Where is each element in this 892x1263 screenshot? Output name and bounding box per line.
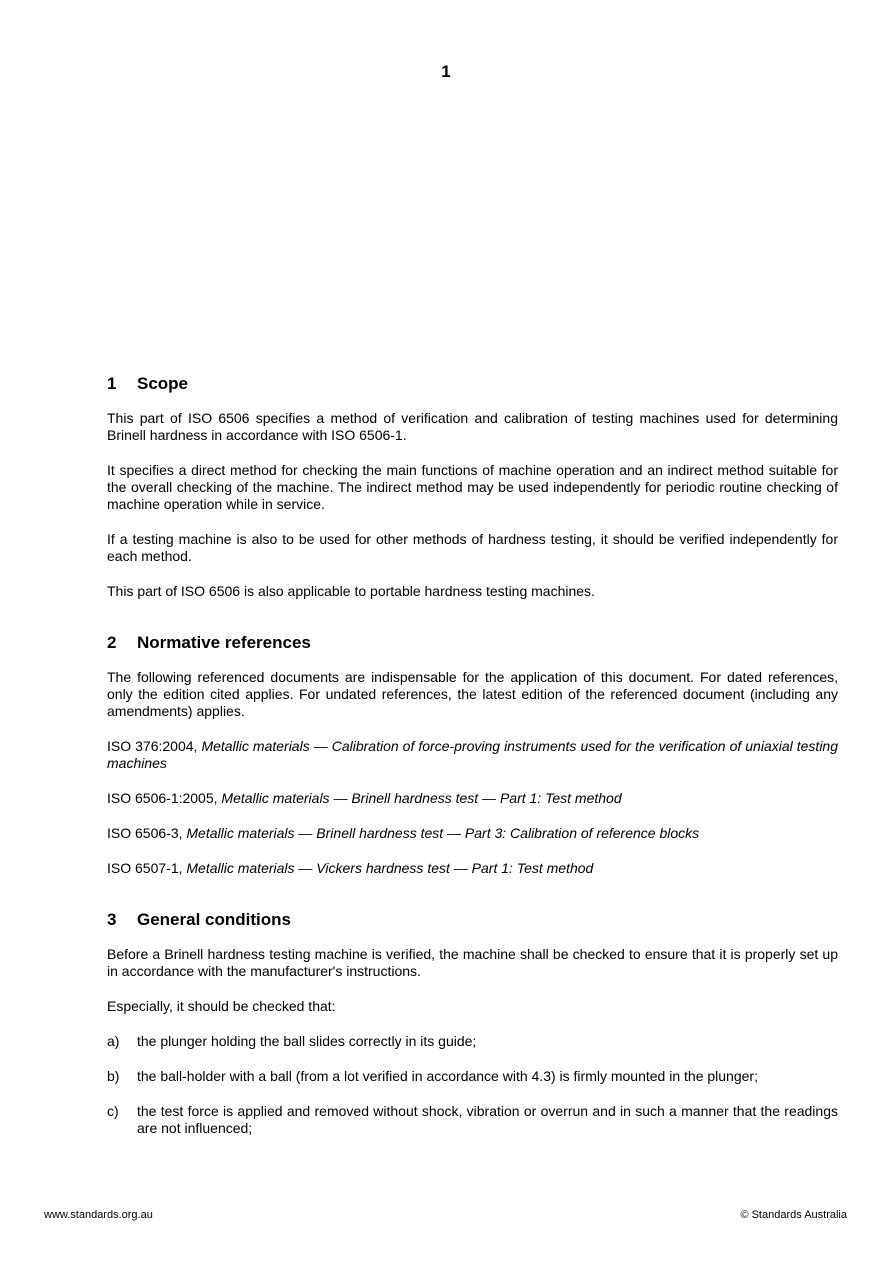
list-item — [107, 1033, 838, 1050]
list-marker: a) — [107, 1033, 120, 1049]
section-title: General conditions — [137, 910, 291, 929]
paragraph: Before a Brinell hardness testing machine is verified, the machine shall be checked to ensure that it is properly set up in accordance with the manufacturer's instructions. — [107, 946, 838, 979]
footer-copyright: © Standards Australia — [740, 1209, 847, 1221]
reference-item — [107, 738, 838, 772]
reference-code: ISO 6506-1:2005, — [107, 790, 222, 806]
list-text: the ball-holder with a ball (from a lot verified in accordance with 4.3) is firmly mounted in the plunger; — [137, 1068, 758, 1084]
reference-item — [107, 860, 838, 877]
paragraph: The following referenced documents are indispensable for the application of this document. For dated references, only the edition cited applies. For undated references, the latest edition of the referenced document (including any amendments) applies. — [107, 669, 838, 719]
reference-title: Metallic materials — Brinell hardness test — Part 3: Calibration of reference blocks — [186, 825, 700, 841]
reference-code: ISO 376:2004, — [107, 738, 202, 754]
section-heading — [107, 374, 838, 394]
reference-code: ISO 6507-1, — [107, 860, 187, 876]
reference-title: Metallic materials — Calibration of force-proving instruments used for the verification of uniaxial testing machines — [107, 738, 838, 771]
section-title: Normative references — [137, 633, 311, 652]
reference-title: Metallic materials — Vickers hardness test — Part 1: Test method — [186, 860, 594, 876]
document-body — [107, 374, 838, 1155]
section-number: 2 — [107, 633, 117, 652]
section-general-conditions — [107, 910, 838, 1137]
paragraph: If a testing machine is also to be used for other methods of hardness testing, it should be verified independently for each method. — [107, 531, 838, 564]
list-item — [107, 1068, 838, 1085]
section-heading — [107, 633, 838, 653]
section-number: 1 — [107, 374, 117, 393]
paragraph: It specifies a direct method for checking the main functions of machine operation and an indirect method suitable for the overall checking of the machine. The indirect method may be used independently for periodic routine checking of machine operation while in service. — [107, 462, 838, 512]
paragraph: This part of ISO 6506 specifies a method of verification and calibration of testing machines used for determining Brinell hardness in accordance with ISO 6506-1. — [107, 410, 838, 443]
reference-item — [107, 825, 838, 842]
footer-website: www.standards.org.au — [44, 1209, 153, 1221]
section-scope — [107, 374, 838, 600]
section-number: 3 — [107, 910, 117, 929]
list-marker: b) — [107, 1068, 120, 1084]
reference-item — [107, 790, 838, 807]
paragraph: This part of ISO 6506 is also applicable to portable hardness testing machines. — [107, 583, 595, 599]
reference-title: Metallic materials — Brinell hardness test — Part 1: Test method — [221, 790, 622, 806]
list-text: the test force is applied and removed without shock, vibration or overrun and in such a manner that the readings are not influenced; — [137, 1103, 838, 1136]
list-item — [107, 1103, 838, 1137]
section-normative-references — [107, 633, 838, 877]
list-text: the plunger holding the ball slides correctly in its guide; — [137, 1033, 477, 1049]
paragraph: Especially, it should be checked that: — [107, 998, 336, 1014]
list-marker: c) — [107, 1103, 119, 1119]
page-number: 1 — [441, 62, 451, 81]
section-heading — [107, 910, 838, 930]
section-title: Scope — [137, 374, 189, 393]
reference-code: ISO 6506-3, — [107, 825, 187, 841]
